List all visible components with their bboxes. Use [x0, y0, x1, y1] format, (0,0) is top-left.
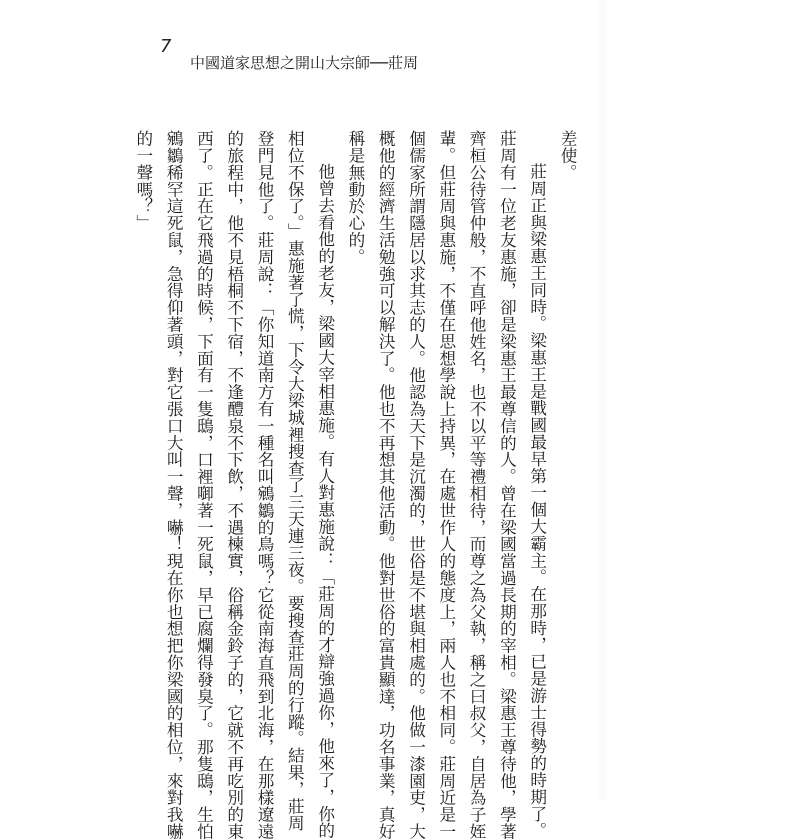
text-column: 莊周有一位老友惠施，卻是梁惠王最尊信的人。曾在梁國當過長期的宰相。梁惠王尊待他，學著 — [497, 130, 517, 840]
text-column: 相位不保了。」惠施著了慌，下令大梁城裡搜查了三天連三夜。要搜查莊周的行蹤。結果，莊周 — [285, 130, 305, 832]
text-column: 差使。 — [558, 130, 577, 181]
page-number: 7 — [160, 36, 172, 57]
text-column: 鵷鶵稀罕這死鼠，急得仰著頭，對它張口大叫一聲，嚇！現在你也想把你梁國的相位，來對我嚇 — [164, 130, 184, 840]
text-column: 登門見他了。莊周說：「你知道南方有一種名叫鵷鶵的鳥嗎？它從南海直飛到北海，在那樣遼遠 — [255, 130, 275, 840]
text-column: 莊周正與梁惠王同時。梁惠王是戰國最早第一個大霸主。在那時，已是游士得勢的時期了。 — [527, 163, 547, 840]
text-column: 他曾去看他的老友，梁國大宰相惠施。有人對惠施說：「莊周的才辯強過你，他來了，你的 — [315, 163, 335, 840]
text-column: 的旅程中，他不見梧桐不下宿，不逢醴泉不下飲，不遇楝實，俗稱金鈴子的，它就不再吃別的東 — [224, 130, 244, 840]
body-text — [128, 130, 582, 840]
text-column: 個儒家所謂隱居以求其志的人。他認為天下是沉濁的，世俗是不堪與相處的。他做一漆園吏，大 — [406, 130, 426, 840]
text-column: 稱是無動於心的。 — [345, 130, 365, 266]
text-column: 輩。但莊周與惠施，不僅在思想學說上持異，在處世作人的態度上，兩人也不相同。莊周近是一 — [436, 130, 456, 840]
text-column: 的一聲嗎？」 — [133, 130, 153, 232]
page-gutter — [596, 0, 608, 800]
text-column: 西了。正在它飛過的時候，下面有一隻鴟，口裡啣著一死鼠，早已腐爛得發臭了。那隻鴟，生怕 — [194, 130, 214, 840]
running-header: 中國道家思想之開山大宗師──莊周 — [190, 54, 419, 72]
text-column: 齊桓公待管仲般，不直呼他姓名，也不以平等禮相待，而尊之為父執，稱之曰叔父，自居為子姪 — [467, 130, 487, 840]
text-column: 概他的經濟生活勉強可以解決了。他也不再想其他活動。他對世俗的富貴顯達，功名事業，真好 — [376, 130, 396, 840]
